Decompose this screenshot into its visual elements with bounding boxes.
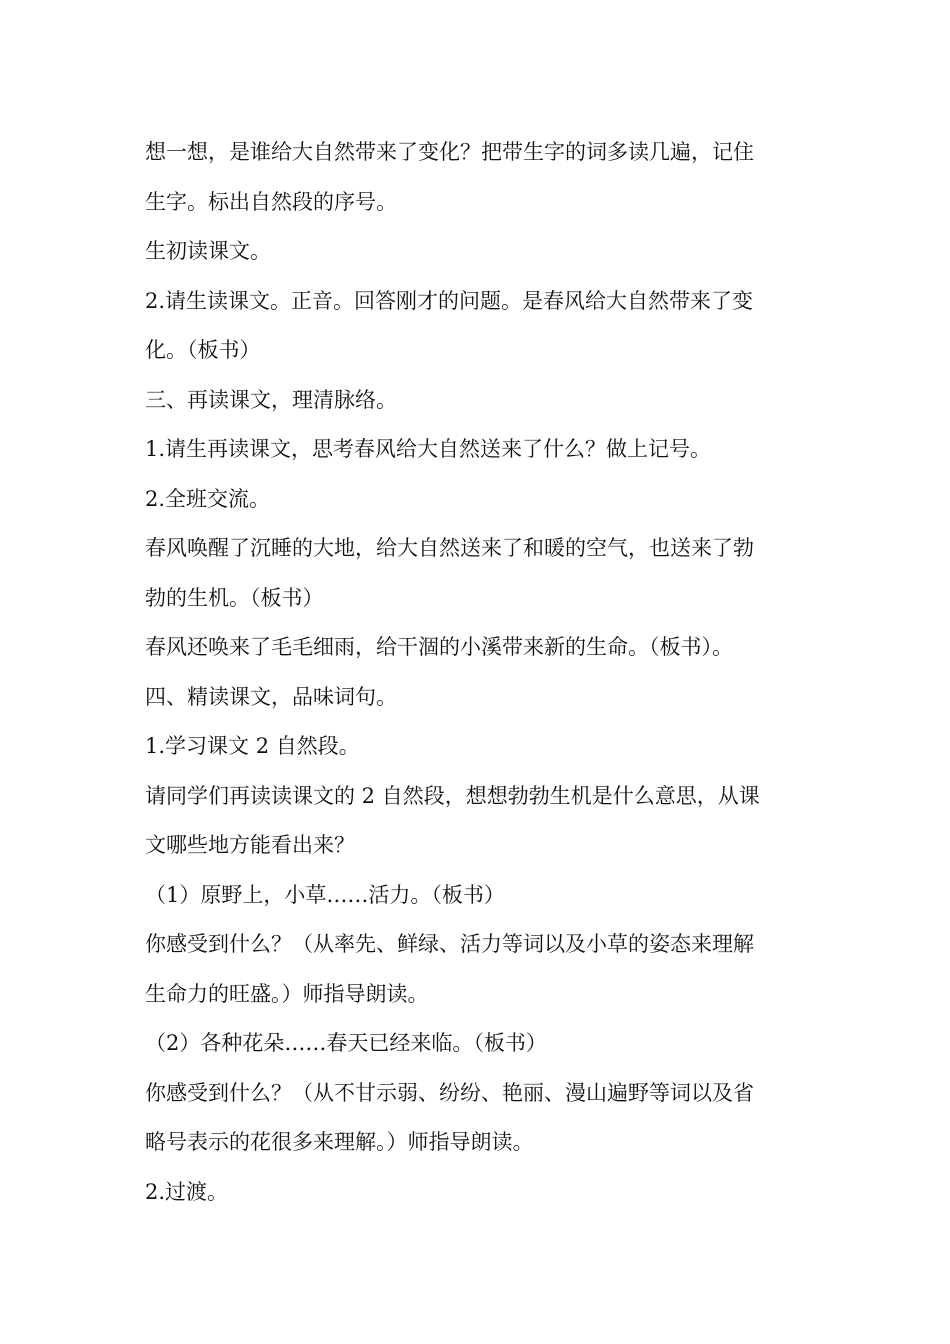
text-line: 请同学们再读读课文的 2 自然段，想想勃勃生机是什么意思，从课 [145,783,760,808]
text-line: 2.请生读课文。正音。回答刚才的问题。是春风给大自然带来了变 [145,288,754,313]
text-line: （1）原野上，小草……活力。（板书） [145,882,505,907]
section-heading: 四、精读课文，品味词句。 [145,684,397,709]
text-line: 想一想，是谁给大自然带来了变化？把带生字的词多读几遍，记住 [145,140,754,164]
text-line: 文哪些地方能看出来？ [145,833,355,857]
text-line: 春风唤醒了沉睡的大地，给大自然送来了和暖的空气，也送来了勃 [145,536,754,560]
text-line: 1.请生再读课文，思考春风给大自然送来了什么？做上记号。 [145,437,712,461]
text-line: 生初读课文。 [145,239,271,263]
text-line: 2.全班交流。 [145,486,271,511]
document-page [145,128,810,1217]
text-line: （2）各种花朵……春天已经来临。（板书） [145,1031,547,1055]
text-line: 1.学习课文 2 自然段。 [145,734,360,758]
text-line: 你感受到什么？（从率先、鲜绿、活力等词以及小草的姿态来理解 [145,932,754,956]
text-line: 春风还唤来了毛毛细雨，给干涸的小溪带来新的生命。（板书）。 [145,635,733,659]
section-heading: 三、再读课文，理清脉络。 [145,387,397,412]
text-line: 化。（板书） [145,338,261,362]
text-line: 略号表示的花很多来理解。）师指导朗读。 [145,1130,534,1154]
text-line: 你感受到什么？（从不甘示弱、纷纷、艳丽、漫山遍野等词以及省 [145,1080,754,1105]
text-line: 勃的生机。（板书） [145,585,324,610]
text-line: 2.过渡。 [145,1179,229,1204]
text-line: 生字。标出自然段的序号。 [145,189,397,214]
text-line: 生命力的旺盛。）师指导朗读。 [145,981,429,1006]
